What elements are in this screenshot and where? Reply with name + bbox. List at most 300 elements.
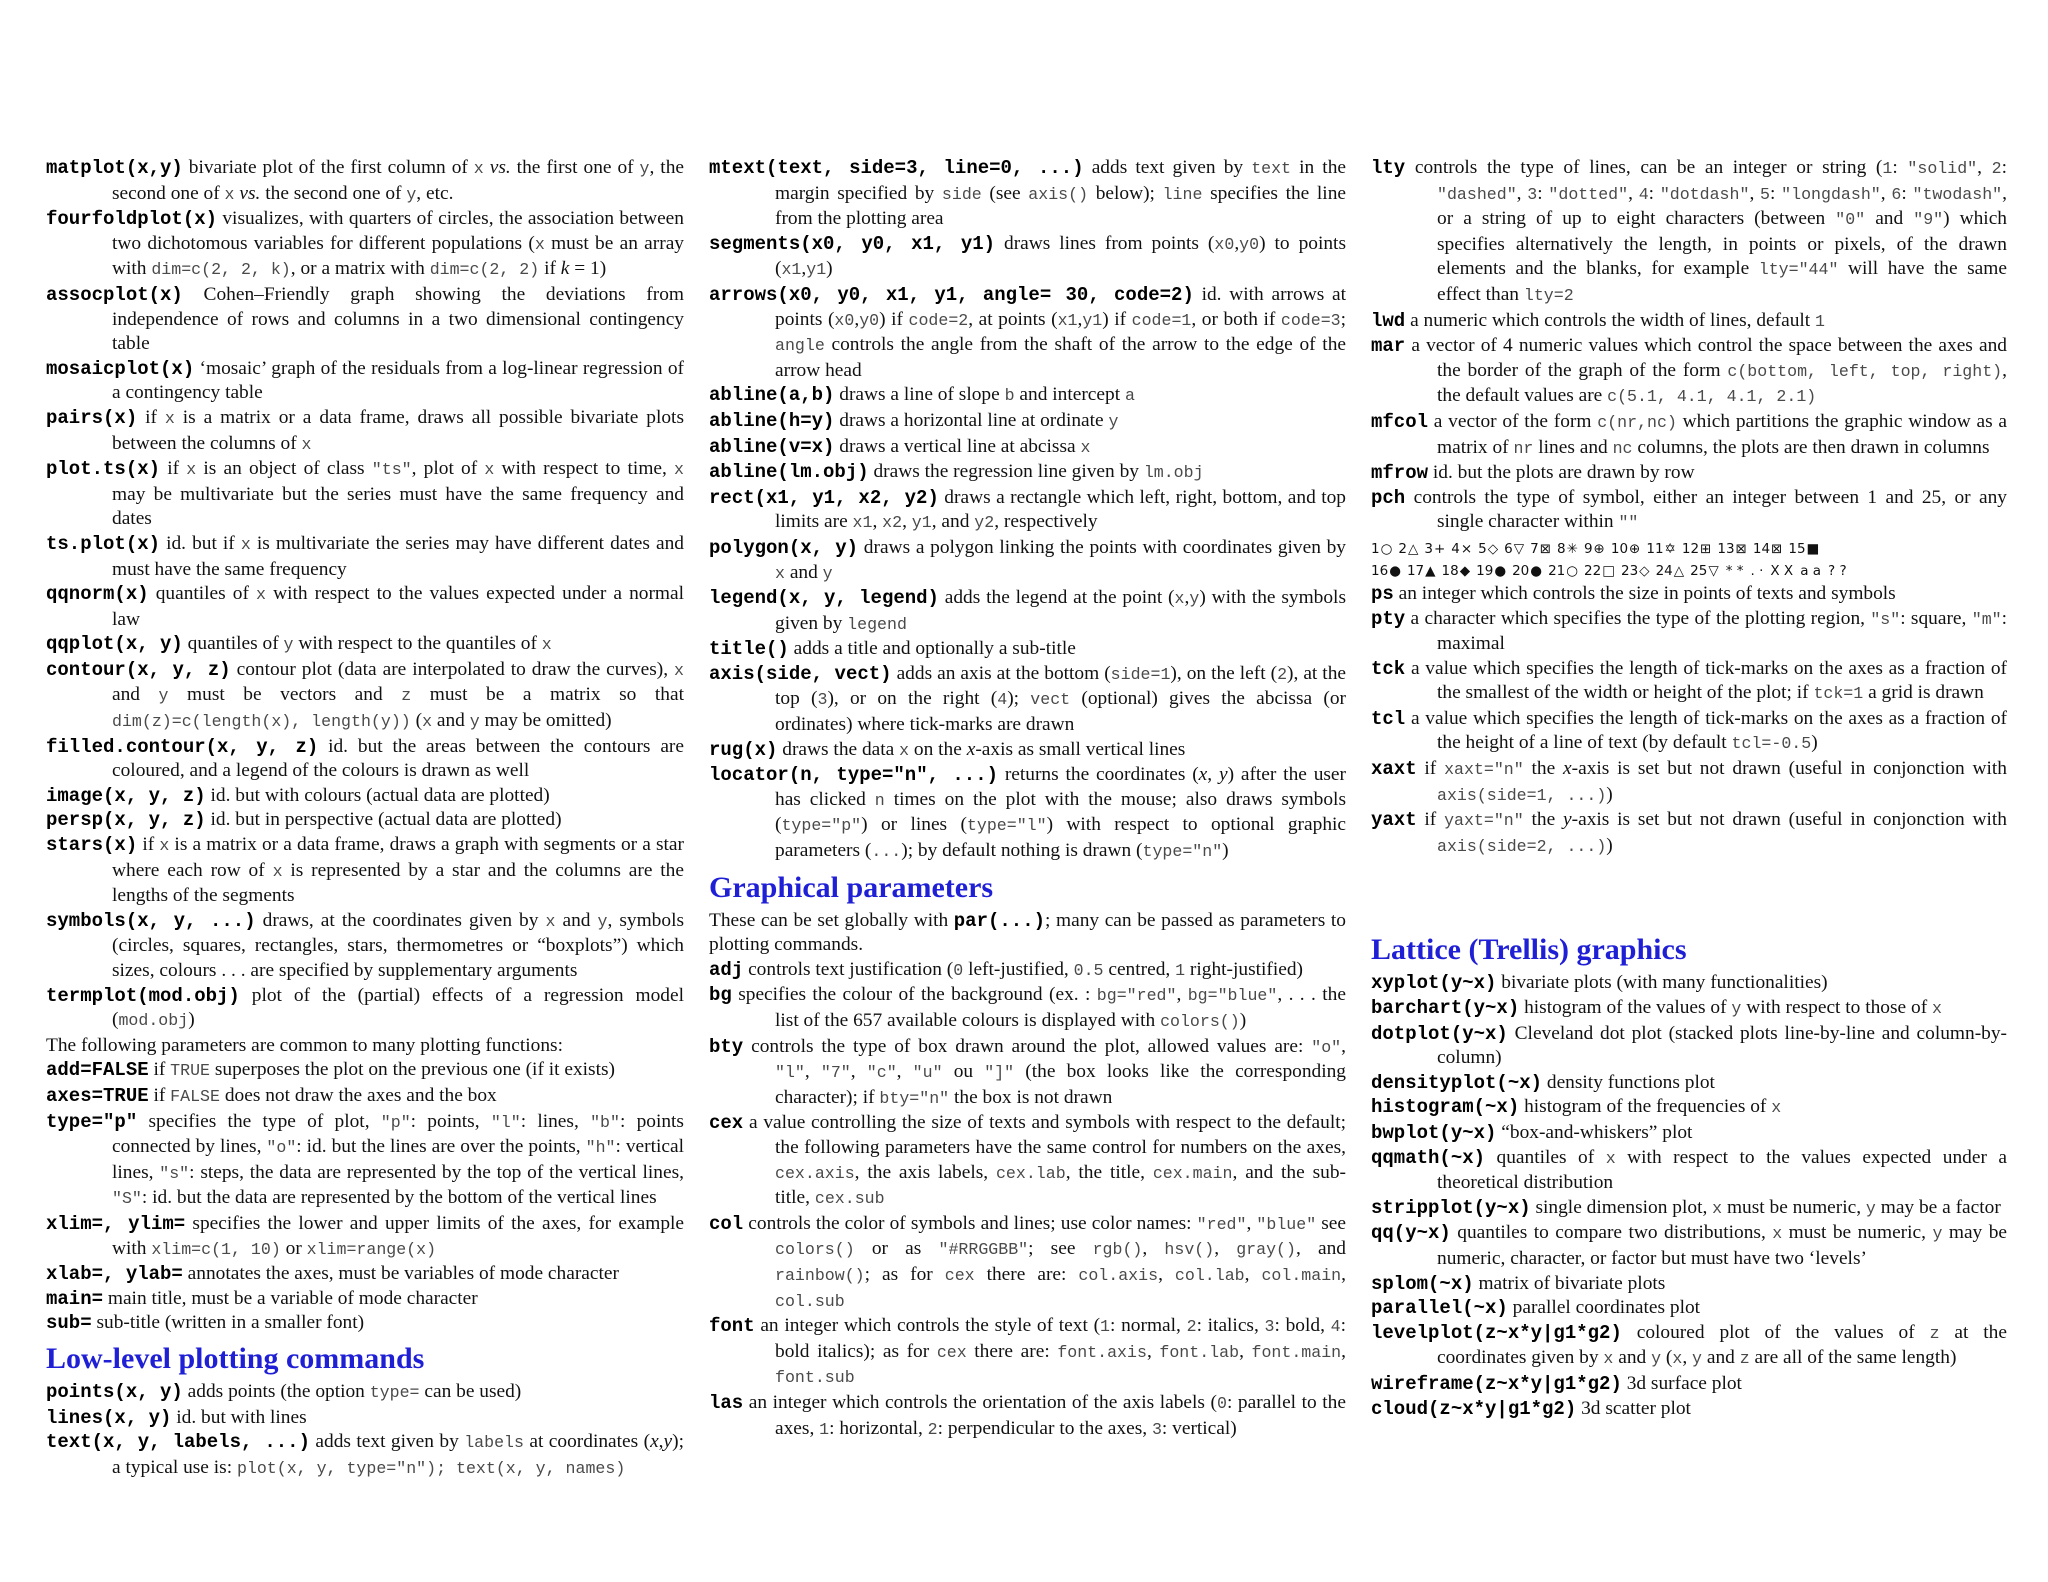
pch-number: 3: [1424, 540, 1433, 557]
definition-entry: [709, 763, 1346, 864]
pch-glyph-icon: ○: [1566, 562, 1579, 579]
code-text: side=1: [1110, 664, 1171, 684]
definition-entry: [1371, 971, 2007, 996]
code-text: "dotted": [1548, 184, 1629, 204]
keyword: main=: [46, 1287, 104, 1310]
code-text: tck=1: [1813, 684, 1864, 704]
keyword: mfcol: [1371, 410, 1429, 433]
entry-text: ) with respect to optional graphic parameters (: [775, 814, 1347, 862]
entry-text: draws a horizontal line at ordinate: [834, 409, 1109, 431]
entry-text: and: [432, 710, 470, 732]
entry-text: adds a title and optionally a sub-title: [788, 638, 1076, 660]
entry-text: in the margin specified by: [775, 157, 1346, 204]
keyword: pty: [1371, 607, 1406, 630]
code-text: "l": [490, 1112, 521, 1132]
pch-number: 6: [1504, 540, 1513, 557]
entry-text: :: [1901, 182, 1913, 204]
pch-symbol: [1717, 538, 1747, 560]
entry-text: ): [1606, 783, 1613, 805]
entry-text: : bold,: [1274, 1315, 1331, 1337]
pch-number: 12: [1681, 540, 1700, 557]
entry-text: Cleveland dot plot (stacked plots line-by-line and column-by-column): [1437, 1022, 2007, 1069]
entry-text: ,: [854, 308, 860, 330]
entry-text: ,: [1628, 182, 1639, 204]
lattice-functions-list: [1371, 971, 2007, 1421]
pch-symbol: [1584, 560, 1615, 582]
entry-text: ; as for: [864, 1263, 945, 1285]
code-text: 2: [1277, 664, 1288, 684]
code-text: xlim=range(x): [306, 1239, 437, 1259]
entry-text: quantiles of: [182, 633, 284, 655]
keyword: wireframe(z~x*y|g1*g2): [1371, 1372, 1622, 1395]
entry-text: may be omitted): [479, 710, 612, 732]
entry-text: : id. but the lines are over the points,: [296, 1136, 586, 1158]
entry-text: ,: [1077, 308, 1083, 330]
pch-number: 17: [1406, 562, 1425, 579]
code-text: gray(): [1236, 1240, 1296, 1260]
entry-text: adds points (the option: [182, 1380, 370, 1402]
code-text: x: [1603, 1349, 1614, 1369]
entry-text: “box-and-whiskers” plot: [1496, 1122, 1693, 1143]
code-text: bg="blue": [1187, 986, 1278, 1006]
pch-glyph-icon: ◇: [1487, 540, 1499, 557]
entry-text: at the coordinates given by: [1437, 1321, 2007, 1369]
entry-text: draws lines from points (: [995, 232, 1215, 254]
pch-glyph-icon: ⊞: [1700, 540, 1712, 557]
definition-entry: [709, 536, 1346, 586]
code-text: "dotdash": [1659, 184, 1750, 204]
code-text: 1: [1175, 960, 1186, 980]
entry-text: single dimension plot,: [1530, 1196, 1713, 1218]
definition-entry: [709, 1314, 1346, 1391]
pch-number: 14: [1752, 540, 1771, 557]
entry-text: ,: [850, 1061, 867, 1083]
pch-glyph-icon: X X: [1770, 562, 1794, 579]
pch-symbol: [1827, 560, 1847, 582]
entry-text: ,: [896, 1061, 913, 1083]
entry-text: adds text given by: [1083, 157, 1252, 178]
code-text: 1: [1882, 159, 1893, 178]
pch-symbol: [1478, 538, 1498, 560]
pch-glyph-icon: ▽: [1708, 562, 1719, 579]
code-text: 1: [1100, 1317, 1110, 1337]
entry-text: ,: [1184, 587, 1190, 609]
entry-text: , or a string of up to eight characters (between: [1437, 182, 2007, 230]
code-text: x: [473, 159, 484, 178]
definition-entry: [1371, 1071, 2007, 1096]
code-text: z: [401, 686, 412, 706]
plot-functions-list: [46, 156, 684, 1034]
code-text: y: [1108, 411, 1119, 431]
common-params-intro: The following parameters are common to many plotting functions:: [46, 1034, 563, 1056]
definition-entry: [1371, 1372, 2007, 1397]
code-text: xlim=c(1, 10): [151, 1239, 281, 1259]
keyword: splom(~x): [1371, 1272, 1474, 1295]
entry-text: matrix of bivariate plots: [1473, 1272, 1666, 1294]
pch-glyph-icon: △: [1407, 540, 1419, 557]
pch-number: 21: [1548, 562, 1566, 579]
entry-text: with respect to the values expected under a theoretical distribution: [1437, 1146, 2008, 1194]
entry-text: ), at the top (: [775, 662, 1346, 710]
entry-text: does not draw the axes and the box: [219, 1084, 497, 1106]
code-text: y: [639, 159, 650, 178]
entry-text: ): [1811, 732, 1818, 754]
keyword: fourfoldplot(x): [46, 208, 218, 231]
entry-text: ,: [1880, 182, 1892, 204]
code-text: "0": [1835, 210, 1866, 230]
entry-text: ,: [801, 258, 807, 280]
entry-text: and: [1702, 1347, 1740, 1369]
italic-text: vs.: [239, 182, 261, 204]
keyword: xlim=, ylim=: [46, 1212, 186, 1235]
entry-text: , the default values are: [1437, 359, 2007, 407]
code-text: cex: [936, 1342, 967, 1362]
entry-text: if: [148, 1059, 171, 1081]
entry-text: ,: [1214, 1238, 1237, 1260]
definition-entry: [46, 1110, 684, 1212]
code-text: x: [1605, 1148, 1616, 1168]
keyword: parallel(~x): [1371, 1297, 1508, 1320]
entry-text: is multivariate the series may have different dates and must have the same frequency: [112, 532, 684, 580]
definition-entry: [46, 909, 684, 984]
code-text: line: [1162, 184, 1203, 204]
code-text: x: [674, 660, 684, 680]
entry-text: : italics,: [1196, 1315, 1265, 1337]
code-text: a: [1124, 386, 1135, 406]
entry-text: annotates the axes, must be variables of mode character: [182, 1263, 619, 1285]
definition-entry: [1371, 1321, 2007, 1372]
entry-text: ): [1222, 840, 1229, 862]
entry-text: 3d scatter plot: [1576, 1397, 1691, 1419]
code-text: cex.main: [1152, 1163, 1233, 1183]
entry-text: histogram of the frequencies of: [1519, 1096, 1772, 1118]
code-text: "9": [1913, 210, 1944, 230]
entry-text: quantiles to compare two distributions,: [1450, 1222, 1773, 1244]
code-text: 4: [997, 690, 1008, 710]
entry-text: if: [1416, 758, 1445, 780]
entry-text: ,: [1234, 232, 1240, 254]
code-text: b: [1004, 386, 1015, 406]
pch-number: 7: [1530, 540, 1539, 557]
entry-text: id. but the plots are drawn by row: [1428, 462, 1695, 484]
entry-text: if: [539, 258, 561, 280]
entry-text: : id. but the data are represented by the bottom of the vertical lines: [141, 1187, 657, 1209]
code-text: y: [1189, 589, 1200, 609]
entry-text: ) after the user has clicked: [775, 764, 1346, 810]
entry-text: (: [1661, 1347, 1673, 1369]
entry-text: ,: [1977, 157, 1992, 178]
entry-text: adds text given by: [309, 1431, 465, 1453]
code-text: lty="44": [1758, 260, 1839, 280]
code-text: text: [1251, 159, 1292, 178]
definition-entry: [1371, 808, 2007, 859]
keyword: axis(side, vect): [709, 662, 892, 685]
pch-glyph-icon: ⊠: [1735, 540, 1747, 557]
definition-entry: [1371, 156, 2007, 309]
entry-text: contour plot (data are interpolated to draw the curves),: [230, 658, 675, 680]
entry-text: ) if: [879, 308, 909, 330]
code-text: y0: [1239, 234, 1260, 254]
code-text: z: [1739, 1349, 1750, 1369]
code-text: 0: [1217, 1393, 1227, 1413]
entry-text: -axis is set but not drawn (useful in conjonction with: [1571, 758, 2007, 780]
pch-glyph-icon: . ·: [1750, 562, 1764, 579]
definition-entry: [46, 833, 684, 909]
definition-entry: [709, 738, 1346, 764]
code-text: x0: [834, 310, 855, 330]
keyword: mar: [1371, 335, 1406, 358]
code-text: y: [1651, 1349, 1662, 1369]
entry-text: is an object of class: [196, 458, 372, 480]
entry-text: with respect to those of: [1741, 997, 1933, 1019]
entry-text: controls the type of box drawn around the plot, allowed values are:: [743, 1035, 1312, 1057]
code-text: n: [874, 790, 885, 810]
pch-symbol-table: [1371, 538, 2007, 582]
pch-number: 5: [1478, 540, 1487, 557]
code-text: c(bottom, left, top, right): [1727, 361, 2003, 381]
definition-entry: [46, 1406, 684, 1431]
keyword: qqplot(x, y): [46, 633, 183, 656]
code-text: "blue": [1256, 1214, 1317, 1234]
definition-entry: [709, 460, 1346, 486]
entry-text: may be a factor: [1875, 1196, 2001, 1218]
entry-text: , etc.: [416, 182, 454, 204]
entry-text: plot of the (partial) effects of a regression model (: [112, 984, 684, 1031]
entry-text: , symbols (circles, squares, rectangles, stars, thermometres or “boxplots”) which sizes, colours . . . are specified by supplementary arguments: [112, 909, 685, 981]
code-text: axis(side=2, ...): [1437, 836, 1607, 856]
code-text: "ts": [371, 460, 412, 480]
keyword: histogram(~x): [1371, 1096, 1520, 1119]
code-text: 3: [1151, 1419, 1162, 1439]
code-text: "o": [266, 1138, 297, 1158]
pch-glyph-icon: ⊠: [1539, 540, 1552, 557]
entry-text: ,: [1341, 1263, 1346, 1285]
keyword: yaxt: [1371, 809, 1417, 832]
keyword: legend(x, y, legend): [709, 587, 939, 610]
entry-text: ): [826, 258, 833, 280]
keyword: pairs(x): [46, 406, 138, 429]
entry-text: bivariate plots (with many functionalities): [1496, 972, 1828, 994]
column-3: [1371, 156, 2007, 1421]
entry-text: the box is not drawn: [949, 1086, 1113, 1108]
keyword: mtext(text, side=3, line=0, ...): [709, 157, 1084, 179]
code-text: x: [164, 408, 175, 428]
entry-text: a vector of the form: [1428, 410, 1598, 432]
entry-text: is a matrix or a data frame, draws a graph with segments or a star where each row of: [112, 834, 684, 881]
code-text: "b": [590, 1112, 620, 1132]
code-text: x: [899, 740, 910, 760]
code-text: labels: [464, 1433, 524, 1453]
keyword: stars(x): [46, 834, 138, 857]
definition-entry: [1371, 582, 2007, 607]
definition-entry: [46, 1212, 684, 1262]
code-text: tcl=-0.5: [1731, 734, 1812, 754]
pch-number: 15: [1788, 540, 1806, 557]
italic-text: x: [1563, 758, 1572, 780]
entry-text: ) with the symbols given by: [775, 587, 1346, 634]
keyword: cloud(z~x*y|g1*g2): [1371, 1397, 1577, 1420]
entry-text: :: [1648, 182, 1660, 204]
entry-text: , and: [931, 511, 975, 533]
entry-text: density functions plot: [1542, 1071, 1715, 1093]
code-text: x: [674, 460, 685, 480]
code-text: y: [1932, 1224, 1943, 1244]
code-text: "]": [984, 1063, 1015, 1083]
keyword: text(x, y, labels, ...): [46, 1431, 310, 1454]
graphical-params-list-end: [1371, 582, 2007, 860]
entry-text: ,: [1239, 1340, 1252, 1362]
code-text: "solid": [1907, 159, 1978, 178]
entry-text: if: [137, 406, 165, 428]
definition-entry: [46, 784, 684, 809]
code-text: 2: [1186, 1317, 1197, 1337]
entry-text: see: [1316, 1212, 1347, 1234]
entry-text: -axis is set but not drawn (useful in conjonction with: [1571, 809, 2007, 831]
code-text: "#RRGGBB": [938, 1240, 1029, 1260]
code-text: dim(z)=c(length(x), length(y)): [112, 712, 411, 732]
entry-text: with respect to the values expected under a normal law: [112, 583, 684, 630]
entry-text: must be numeric,: [1722, 1196, 1866, 1218]
entry-text: superposes the plot on the previous one (if it exists): [210, 1059, 615, 1081]
code-text: "7": [820, 1063, 851, 1083]
definition-entry: [1371, 1296, 2007, 1321]
code-text: "o": [1311, 1037, 1342, 1057]
code-text: c(5.1, 4.1, 4.1, 2.1): [1607, 387, 1817, 407]
code-text: x: [1771, 1098, 1782, 1118]
entry-text: histogram of the values of: [1519, 997, 1732, 1019]
entry-text: ) if: [1102, 308, 1132, 330]
definition-entry: [46, 532, 684, 582]
entry-text: quantiles of: [148, 583, 257, 605]
entry-text: draws a polygon linking the points with coordinates given by: [858, 536, 1346, 558]
keyword: abline(a,b): [709, 384, 835, 407]
code-text: nr: [1513, 438, 1534, 458]
keyword: par(...): [953, 909, 1045, 932]
definition-entry: [1371, 461, 2007, 486]
keyword: qqmath(~x): [1371, 1146, 1486, 1169]
definition-entry: [1371, 1022, 2007, 1071]
code-text: x0: [1214, 234, 1235, 254]
code-text: "s": [1870, 609, 1901, 629]
low-level-commands-list-cont: [709, 156, 1346, 865]
code-text: 3: [1527, 184, 1538, 204]
entry-text: Cohen–Friendly graph showing the deviations from independence of rows and columns in a two dimensional contingency table: [112, 283, 684, 355]
code-text: x1: [852, 513, 873, 533]
pch-number: 19: [1476, 562, 1494, 579]
entry-text: : points,: [410, 1110, 491, 1132]
entry-text: and: [1865, 208, 1914, 230]
entry-text: ,: [872, 511, 883, 533]
pch-glyph-icon: ●: [1494, 562, 1507, 579]
pch-number: 25: [1690, 562, 1708, 579]
code-text: y1: [806, 260, 827, 280]
entry-text: : lines,: [520, 1110, 591, 1132]
definition-entry: [709, 637, 1346, 662]
entry-text: id. but in perspective (actual data are plotted): [205, 809, 562, 831]
code-text: side: [941, 184, 982, 204]
entry-text: if: [1416, 809, 1445, 831]
keyword: font: [709, 1315, 755, 1338]
graphical-params-list-cont: [1371, 156, 2007, 536]
entry-text: a value controlling the size of texts and symbols with respect to the default; the following parameters have the same control for numbers on the axes,: [743, 1112, 1346, 1158]
entry-text: :: [1537, 182, 1549, 204]
code-text: x: [1174, 589, 1185, 609]
code-text: x1: [781, 260, 802, 280]
entry-text: and: [1613, 1347, 1652, 1369]
entry-text: controls the type of lines, can be an integer or string (: [1405, 157, 1883, 178]
entry-text: at coordinates (: [523, 1431, 651, 1453]
entry-text: quantiles of: [1485, 1146, 1606, 1168]
code-text: 0.5: [1073, 960, 1104, 980]
code-text: type="l": [966, 816, 1047, 836]
code-text: dim=c(2, 2): [429, 260, 540, 280]
keyword: rug(x): [709, 738, 778, 761]
entry-text: , respectively: [994, 511, 1098, 533]
entry-text: , plot of: [411, 458, 485, 480]
entry-text: ,: [658, 1431, 664, 1453]
definition-entry: [46, 406, 684, 457]
entry-text: );: [1007, 688, 1031, 710]
keyword: ps: [1371, 582, 1394, 605]
code-text: "longdash": [1781, 184, 1881, 204]
entry-text: ); a typical use is:: [112, 1431, 684, 1478]
pch-number: 9: [1583, 540, 1593, 557]
entry-text: : bold italics); as for: [775, 1315, 1347, 1362]
pch-glyph-icon: ✳: [1566, 540, 1578, 557]
code-text: 2: [927, 1419, 938, 1439]
entry-text: left-justified,: [963, 958, 1074, 980]
code-text: 2: [1991, 159, 2002, 178]
entry-text: which partitions the graphic window as a matrix of: [1437, 410, 2007, 458]
keyword: abline(lm.obj): [709, 461, 869, 484]
keyword: lty: [1371, 157, 1406, 179]
code-text: mod.obj: [118, 1011, 189, 1031]
entry-text: is represented by a star and the columns are the lengths of the segments: [112, 859, 684, 907]
code-text: y1: [1082, 310, 1103, 330]
keyword: plot.ts(x): [46, 458, 161, 481]
definition-entry: [709, 409, 1346, 435]
code-text: x: [545, 911, 556, 931]
keyword: sub=: [46, 1312, 92, 1335]
code-text: lm.obj: [1143, 463, 1204, 483]
entry-text: ; see: [1028, 1238, 1093, 1260]
entry-text: may be multivariate but the series must have the same frequency and dates: [112, 483, 684, 530]
section-heading-low-level: Low-level plotting commands: [46, 1341, 425, 1375]
entry-text: draws a vertical line at abcissa: [834, 435, 1081, 457]
entry-text: the second one of: [260, 182, 407, 204]
code-text: "dashed": [1437, 184, 1517, 204]
entry-text: and: [784, 561, 823, 583]
definition-entry: [1371, 757, 2007, 808]
entry-text: 3d surface plot: [1621, 1372, 1742, 1394]
code-text: "u": [912, 1063, 943, 1083]
code-text: c(nr,nc): [1597, 412, 1677, 432]
definition-entry: [709, 662, 1346, 738]
entry-text: ): [1606, 834, 1613, 856]
pch-glyph-icon: ⊕: [1593, 540, 1605, 557]
graphical-params-intro: [709, 909, 1346, 958]
entry-text: a value which specifies the length of tick-marks on the axes as a fraction of the smallest of the width or height of the plot; if: [1405, 657, 2007, 704]
entry-text: returns the coordinates (: [998, 764, 1199, 786]
pch-symbol: [1769, 560, 1793, 582]
code-text: ...: [871, 842, 902, 862]
entry-text: is a matrix or a data frame, draws all possible bivariate plots between the columns of: [112, 406, 684, 454]
keyword: lwd: [1371, 309, 1406, 332]
entry-text: controls the angle from the shaft of the arrow to the edge of the arrow head: [775, 334, 1346, 381]
entry-text: may be numeric, character, or factor but must have two ‘levels’: [1437, 1222, 2007, 1269]
entry-text: bivariate plot of the first column of: [182, 157, 474, 178]
code-text: 4: [1638, 184, 1649, 204]
